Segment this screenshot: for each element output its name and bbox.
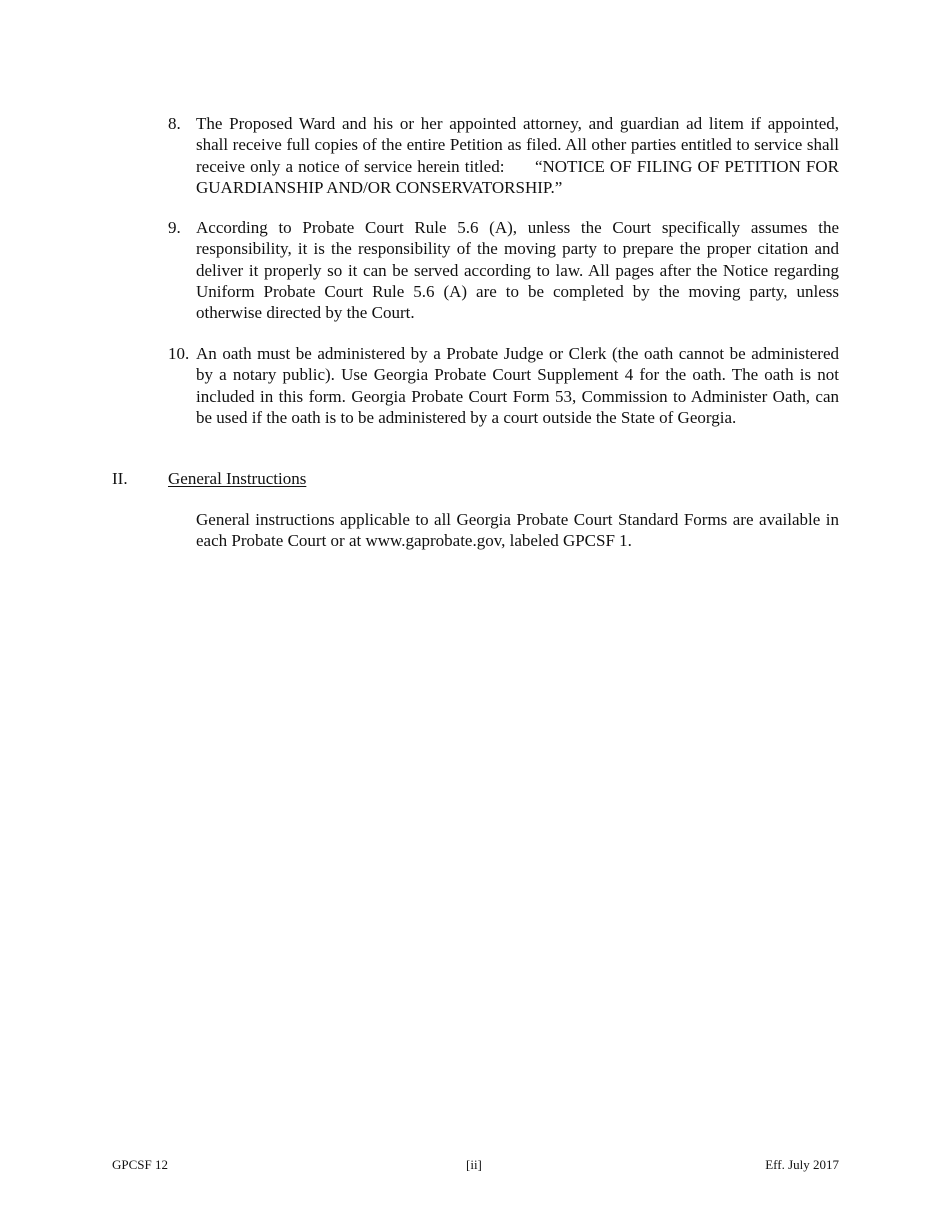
footer-effective-date: Eff. July 2017 [765,1157,839,1172]
footer-form-id: GPCSF 12 [112,1157,168,1172]
section-number: II. [112,469,128,488]
item-number: 10. [168,344,190,363]
item-number: 9. [168,218,181,237]
section-body-text: General instructions applicable to all Georgia Probate Court Standard Forms are available in each Probate Court or at www.gaprobate.gov, labeled GPCSF 1. [196,510,839,551]
item-number: 8. [168,114,181,133]
item-text: The Proposed Ward and his or her appointed attorney, and guardian ad litem if appointed, shall receive full copies of the entire Petition as filed. All other parties entitled to service shall receive only a notice of service herein titled: “NOTICE OF FILING OF PETITION FOR GUARDIANSHIP AND/OR CONSERVATORSHIP.” [196,114,839,197]
footer-page-number: [ii] [466,1157,482,1172]
section-heading: General Instructions [168,469,307,488]
instruction-item-10 [168,343,839,428]
instruction-item-9 [168,217,839,323]
item-text: According to Probate Court Rule 5.6 (A), unless the Court specifically assumes the responsibility, it is the responsibility of the moving party to prepare the proper citation and deliver it properly so it can be served according to law. All pages after the Notice regarding Uniform Probate Court Rule 5.6 (A) are to be completed by the moving party, unless otherwise directed by the Court. [196,218,839,323]
item-text: An oath must be administered by a Probate Judge or Clerk (the oath cannot be administered by a notary public). Use Georgia Probate Court Supplement 4 for the oath. The oath is not included in this form. Georgia Probate Court Form 53, Commission to Administer Oath, can be used if the oath is to be administered by a court outside the State of Georgia. [196,344,839,427]
instruction-item-8 [168,113,839,198]
